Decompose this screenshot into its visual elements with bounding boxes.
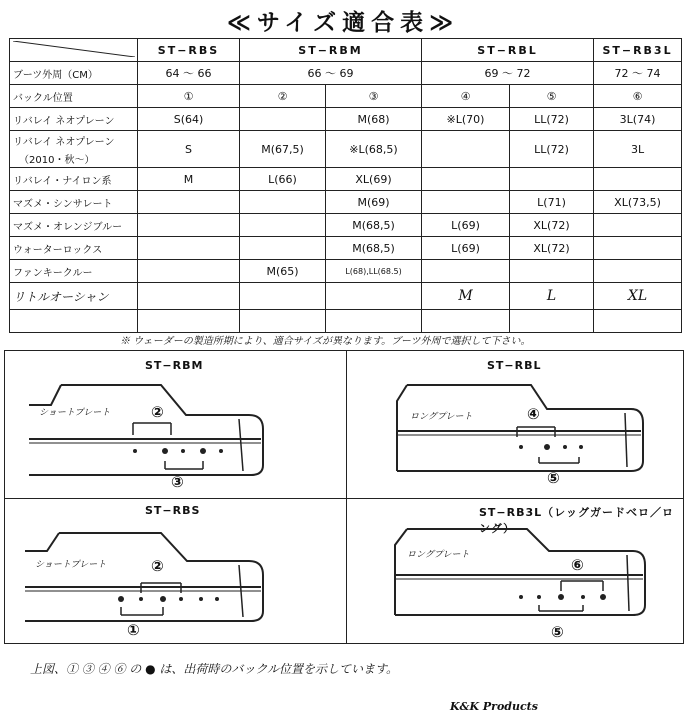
size-cell — [138, 260, 240, 283]
plate-label: ロングプレート — [407, 550, 470, 560]
position-marker: ② — [151, 557, 165, 575]
size-cell — [422, 191, 510, 214]
size-cell — [138, 283, 240, 310]
row-label: バックル位置 — [10, 85, 138, 108]
row-label — [10, 131, 138, 168]
plate-label: ロングプレート — [410, 412, 473, 422]
size-cell: M(68,5) — [326, 214, 422, 237]
row-label: ウォーターロックス — [10, 237, 138, 260]
size-cell: ※L(70) — [422, 108, 510, 131]
size-cell: XL — [594, 283, 682, 310]
table-row — [10, 168, 682, 191]
size-cell — [594, 168, 682, 191]
footer-note: 上図、① ③ ④ ⑥ の ● は、出荷時のバックル位置を示しています。 — [30, 662, 399, 676]
position-marker: ⑤ — [551, 623, 565, 641]
size-cell — [422, 260, 510, 283]
size-cell: XL(72) — [510, 237, 594, 260]
boots-range: 64 〜 66 — [138, 62, 240, 85]
diagram-title: ST−RB3L（レッグガードベロ／ロング） — [479, 506, 675, 535]
row-label-line: リバレイ ネオプレーン — [13, 136, 115, 148]
row-label: マズメ・シンサレート — [10, 191, 138, 214]
table-row — [10, 131, 682, 168]
size-cell: 3L(74) — [594, 108, 682, 131]
boots-range: 66 〜 69 — [240, 62, 422, 85]
row-label: リトルオーシャン — [10, 283, 138, 310]
size-cell — [422, 168, 510, 191]
size-cell — [510, 168, 594, 191]
table-spacer-row — [10, 310, 682, 333]
size-cell — [138, 237, 240, 260]
diagram-title: ST−RBS — [145, 504, 201, 517]
row-label: ブーツ外周（CM） — [10, 62, 138, 85]
size-cell: XL(73,5) — [594, 191, 682, 214]
size-cell: L(68),LL(68.5) — [326, 260, 422, 283]
position-marker: ② — [151, 403, 165, 421]
diagonal-line — [13, 41, 135, 57]
size-cell: L(71) — [510, 191, 594, 214]
size-cell — [138, 191, 240, 214]
size-cell: XL(69) — [326, 168, 422, 191]
size-cell: M(67,5) — [240, 131, 326, 168]
size-cell: S — [138, 131, 240, 168]
table-row — [10, 108, 682, 131]
plate-drawing — [351, 357, 681, 497]
buckle-position: ① — [138, 85, 240, 108]
size-cell: M(69) — [326, 191, 422, 214]
size-cell: M — [422, 283, 510, 310]
size-cell: M(68,5) — [326, 237, 422, 260]
row-label: リバレイ・ナイロン系 — [10, 168, 138, 191]
size-table — [9, 38, 682, 333]
size-cell: ※L(68,5) — [326, 131, 422, 168]
size-cell — [240, 283, 326, 310]
plate-drawing — [11, 503, 341, 643]
size-cell: L — [510, 283, 594, 310]
size-cell: M — [138, 168, 240, 191]
position-marker: ④ — [527, 405, 541, 423]
buckle-diagrams — [4, 350, 684, 644]
size-cell: XL(72) — [510, 214, 594, 237]
model-header: ST−RB3L — [594, 39, 682, 62]
size-cell: M(68) — [326, 108, 422, 131]
size-cell — [240, 237, 326, 260]
diagram-title: ST−RBM — [145, 359, 204, 372]
size-cell — [594, 214, 682, 237]
size-cell: 3L — [594, 131, 682, 168]
table-row — [10, 191, 682, 214]
buckle-position: ④ — [422, 85, 510, 108]
boots-range: 69 〜 72 — [422, 62, 594, 85]
buckle-row — [10, 85, 682, 108]
position-marker: ⑥ — [571, 556, 585, 574]
size-cell: S(64) — [138, 108, 240, 131]
size-note: ※ ウェーダーの製造所期により、適合サイズが異なります。ブーツ外周で選択して下さい。 — [120, 336, 531, 347]
buckle-position: ⑤ — [510, 85, 594, 108]
table-row — [10, 283, 682, 310]
size-cell — [594, 237, 682, 260]
row-label: ファンキークルー — [10, 260, 138, 283]
size-cell — [326, 283, 422, 310]
brand-logo: K&K Products — [450, 700, 538, 713]
buckle-position: ⑥ — [594, 85, 682, 108]
model-header: ST−RBL — [422, 39, 594, 62]
corner-cell — [10, 39, 138, 62]
buckle-position: ② — [240, 85, 326, 108]
table-row — [10, 214, 682, 237]
position-marker: ⑤ — [547, 469, 561, 487]
size-cell: L(69) — [422, 214, 510, 237]
model-header: ST−RBS — [138, 39, 240, 62]
position-marker: ③ — [171, 473, 185, 491]
table-header-row — [10, 39, 682, 62]
size-cell: L(66) — [240, 168, 326, 191]
divider — [5, 498, 683, 499]
boots-range: 72 〜 74 — [594, 62, 682, 85]
page-title: ≪サイズ適合表≫ — [226, 10, 460, 36]
size-cell: L(69) — [422, 237, 510, 260]
plate-drawing — [351, 503, 681, 643]
boots-row — [10, 62, 682, 85]
table-row — [10, 260, 682, 283]
plate-label: ショートプレート — [39, 408, 111, 418]
plate-label: ショートプレート — [35, 560, 107, 570]
row-label: マズメ・オレンジブルー — [10, 214, 138, 237]
table-row — [10, 237, 682, 260]
size-cell — [240, 191, 326, 214]
row-label: リバレイ ネオプレーン — [10, 108, 138, 131]
size-cell — [240, 214, 326, 237]
position-marker: ① — [127, 621, 141, 639]
size-cell — [422, 131, 510, 168]
size-cell — [240, 108, 326, 131]
diagram-title: ST−RBL — [487, 359, 542, 372]
size-cell — [138, 214, 240, 237]
size-cell: LL(72) — [510, 108, 594, 131]
size-cell — [510, 260, 594, 283]
row-label-sub: （2010・秋〜） — [19, 154, 95, 166]
size-cell — [594, 260, 682, 283]
divider — [346, 351, 347, 643]
buckle-position: ③ — [326, 85, 422, 108]
model-header: ST−RBM — [240, 39, 422, 62]
size-cell: LL(72) — [510, 131, 594, 168]
size-cell: M(65) — [240, 260, 326, 283]
